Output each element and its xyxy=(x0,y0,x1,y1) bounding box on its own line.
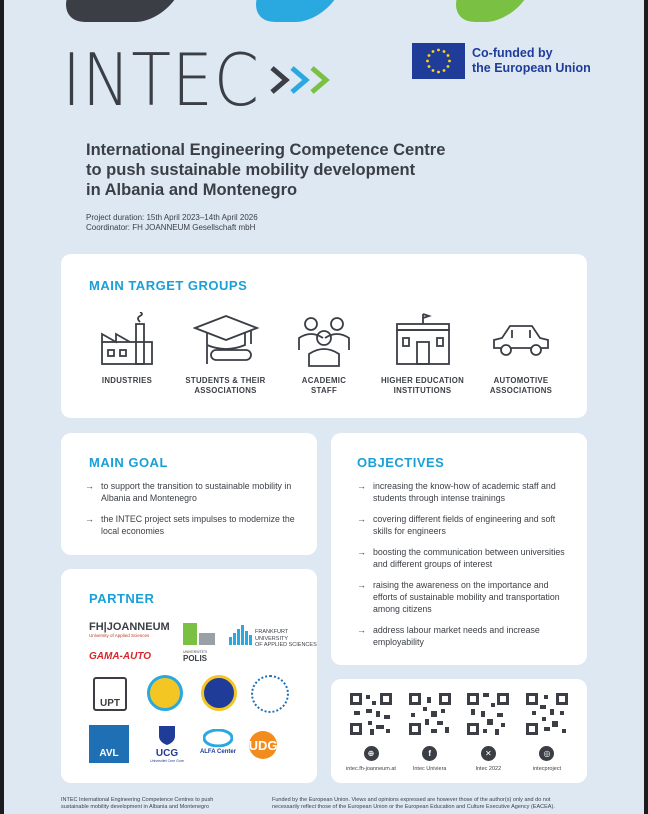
main-goal-heading: MAIN GOAL xyxy=(89,455,168,470)
footer-left xyxy=(61,797,261,811)
social-link[interactable] xyxy=(404,693,456,772)
ucg-logo xyxy=(149,725,185,763)
facebook-icon[interactable]: f xyxy=(422,746,437,761)
target-group-item xyxy=(276,310,372,396)
upt-name: UPT xyxy=(100,698,120,709)
footer-right-line-2: necessarily reflect those of the European Union or the European Education and Culture Executive Agency (EACEA). xyxy=(272,804,555,810)
qr-code[interactable] xyxy=(467,693,509,735)
university-seal-logo-3 xyxy=(251,675,289,713)
gama-auto-logo: GAMA-AUTO xyxy=(89,651,152,662)
alfa-center-name: ALFA Center xyxy=(199,749,237,755)
social-link[interactable] xyxy=(462,693,514,772)
graduation-cap-icon xyxy=(193,310,259,370)
triple-chevron-icon xyxy=(268,60,338,100)
eu-flag-icon xyxy=(412,43,465,79)
target-group-label-2: STAFF xyxy=(310,386,338,395)
target-group-item xyxy=(375,310,471,396)
x-twitter-icon[interactable]: ✕ xyxy=(481,746,496,761)
project-meta xyxy=(86,213,258,233)
eu-cofunded-text xyxy=(472,46,591,76)
list-item: → raising the awareness on the importance and efforts of sustainable mobility and transportation among citizens xyxy=(357,579,573,615)
social-label[interactable]: Intec Univiera xyxy=(412,766,447,772)
udg-name: UDG xyxy=(248,737,278,753)
footer-right-line-1: Funded by the European Union. Views and opinions expressed are however those of the author(s) only and do not xyxy=(272,797,551,803)
instagram-icon[interactable]: ◎ xyxy=(539,746,554,761)
eu-line-1: Co-funded by xyxy=(472,46,553,60)
objectives-heading: OBJECTIVES xyxy=(357,455,445,470)
car-icon xyxy=(490,310,552,370)
university-seal-logo xyxy=(147,675,183,711)
social-card xyxy=(331,679,587,783)
target-group-label-2: ASSOCIATIONS xyxy=(489,386,553,395)
footer-left-line-1: INTEC International Engineering Competence Centres to push xyxy=(61,797,214,803)
social-label[interactable]: intec.fh-joanneum.at xyxy=(346,766,396,772)
intec-logo xyxy=(62,38,338,122)
list-item: → boosting the communication between universities and different groups of interest xyxy=(357,546,573,570)
list-item: → to support the transition to sustainable mobility in Albania and Montenegro xyxy=(85,480,305,504)
qr-code-row xyxy=(345,693,573,772)
frankfurt-line-1: FRANKFURT xyxy=(255,629,289,635)
partner-logos xyxy=(61,569,317,783)
polis-logo xyxy=(183,623,215,663)
intec-logo-text: INTEC xyxy=(62,38,260,122)
footer-left-line-2: sustainable mobility development in Albania and Montenegro xyxy=(61,804,209,810)
social-link[interactable] xyxy=(521,693,573,772)
social-label[interactable]: intecproject xyxy=(532,766,562,772)
target-group-label: AUTOMOTIVE xyxy=(493,376,549,385)
list-item: → address labour market needs and increase employability xyxy=(357,624,573,648)
globe-icon[interactable]: ⊕ xyxy=(364,746,379,761)
decor-shape-blue xyxy=(245,0,343,22)
project-title xyxy=(86,140,506,200)
university-building-icon xyxy=(393,310,453,370)
objectives-list xyxy=(357,480,573,657)
target-group-item xyxy=(178,310,274,396)
target-group-item xyxy=(473,310,569,396)
footer-disclaimer xyxy=(272,797,592,811)
decor-shape-green xyxy=(445,0,533,22)
qr-code[interactable] xyxy=(526,693,568,735)
title-line-1: International Engineering Competence Centre xyxy=(86,141,446,159)
eu-cofunded-badge xyxy=(412,43,591,79)
target-group-label-2: INSTITUTIONS xyxy=(393,386,452,395)
title-line-2: to push sustainable mobility development xyxy=(86,161,416,179)
frankfurt-line-2: UNIVERSITY xyxy=(255,635,289,642)
ucg-name: UCG xyxy=(155,748,179,759)
social-link[interactable] xyxy=(345,693,397,772)
target-group-label: STUDENTS & THEIR xyxy=(185,376,266,385)
target-group-label: ACADEMIC xyxy=(301,376,347,385)
udg-logo xyxy=(249,731,277,759)
target-group-label-2: ASSOCIATIONS xyxy=(194,386,257,395)
fh-joanneum-sub: University of Applied Sciences xyxy=(89,633,150,638)
project-duration: Project duration: 15th April 2023–14th April 2026 xyxy=(86,213,258,222)
main-goal-card xyxy=(61,433,317,555)
project-coordinator: Coordinator: FH JOANNEUM Gesellschaft mbH xyxy=(86,223,256,232)
target-groups-list xyxy=(79,310,569,396)
social-label[interactable]: Intec 2022 xyxy=(475,766,502,772)
objectives-card xyxy=(331,433,587,665)
target-groups-heading: MAIN TARGET GROUPS xyxy=(89,278,248,293)
list-item: → covering different fields of engineering and soft skills for engineers xyxy=(357,513,573,537)
qr-code[interactable] xyxy=(409,693,451,735)
title-line-3: in Albania and Montenegro xyxy=(86,181,298,199)
factory-icon xyxy=(98,310,156,370)
list-item: → increasing the know-how of academic staff and students through intense trainings xyxy=(357,480,573,504)
partner-heading: PARTNER xyxy=(89,591,155,606)
frankfurt-uas-logo xyxy=(229,625,317,648)
decor-shape-dark xyxy=(55,0,183,22)
people-icon xyxy=(295,310,353,370)
eu-line-2: the European Union xyxy=(472,61,591,75)
polis-name: POLIS xyxy=(183,654,208,663)
university-seal-logo-2 xyxy=(201,675,237,711)
frankfurt-line-3: OF APPLIED SCIENCES xyxy=(255,642,317,648)
upt-logo xyxy=(93,677,127,711)
polis-top: UNIVERSITETI xyxy=(183,650,208,654)
fh-joanneum-logo xyxy=(89,621,170,638)
qr-code[interactable] xyxy=(350,693,392,735)
ucg-sub: Univerzitet Crne Gore xyxy=(150,759,184,763)
main-goal-list xyxy=(85,480,305,546)
list-item: → the INTEC project sets impulses to modernize the local economies xyxy=(85,513,305,537)
poster-page xyxy=(4,0,644,814)
target-groups-card xyxy=(61,254,587,418)
target-group-label: HIGHER EDUCATION xyxy=(380,376,465,385)
target-group-label: INDUSTRIES xyxy=(101,376,153,385)
avl-logo xyxy=(89,725,129,763)
alfa-center-logo xyxy=(199,729,237,755)
partner-card xyxy=(61,569,317,783)
target-group-item xyxy=(79,310,175,396)
fh-joanneum-name: FH|JOANNEUM xyxy=(89,621,170,633)
avl-name: AVL xyxy=(99,748,119,759)
